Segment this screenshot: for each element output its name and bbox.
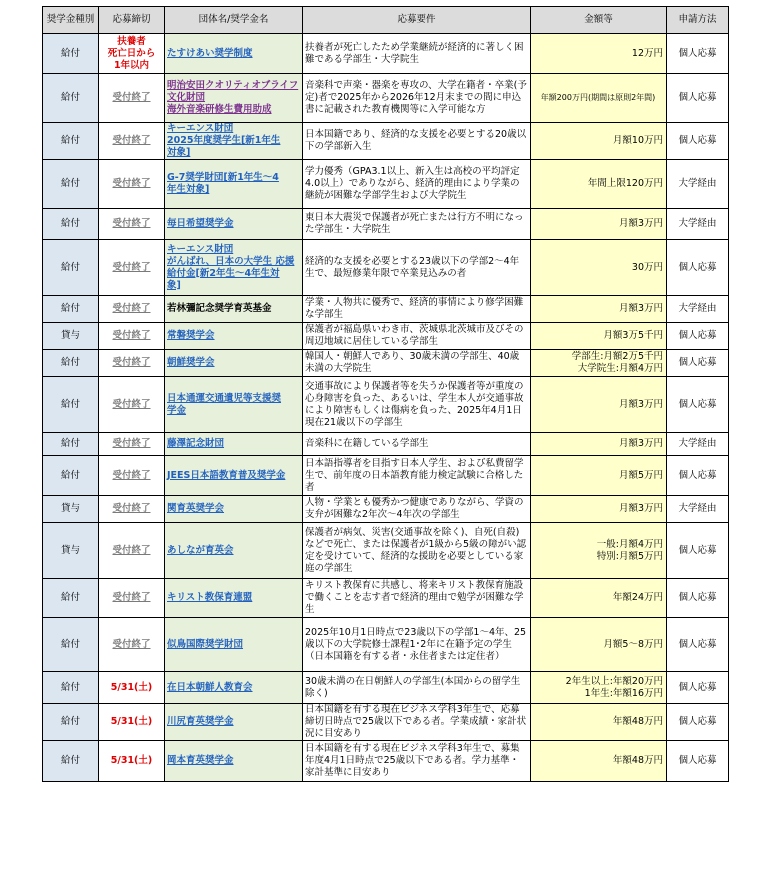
- scholarship-name-cell: [165, 741, 303, 782]
- scholarship-name-link[interactable]: たすけあい奨学制度: [167, 47, 253, 59]
- requirements: 日本国籍を有する現在ビジネス学科3年生で、応募締切日時点で25歳以下である者。学業成績・家計状況に目安あり: [303, 704, 531, 741]
- scholarship-name-cell: [165, 672, 303, 704]
- scholarship-name-link[interactable]: 川尻育英奨学金: [167, 716, 234, 727]
- application-method: 個人応募: [667, 672, 729, 704]
- scholarship-type: 給付: [43, 618, 99, 672]
- scholarship-name-link[interactable]: あしなが育英会: [167, 544, 234, 556]
- amount: 月額3万円: [531, 209, 667, 240]
- requirements: キリスト教保育に共感し、将来キリスト教保育施設で働くことを志す者で経済的理由で勉学が困難な学生: [303, 579, 531, 618]
- amount: 2年生以上:年額20万円 1年生:年額16万円: [531, 672, 667, 704]
- scholarship-name-link[interactable]: キーエンス財団 2025年度奨学生[新1年生 対象]: [167, 123, 281, 158]
- amount: 年額48万円: [531, 704, 667, 741]
- deadline-closed-link[interactable]: 受付終了: [99, 579, 165, 618]
- scholarship-type: 給付: [43, 160, 99, 209]
- requirements: 学力優秀（GPA3.1以上、新入生は高校の平均評定4.0以上）でありながら、経済的理由により学業の継続が困難な学部学生および大学院生: [303, 160, 531, 209]
- amount: 12万円: [531, 34, 667, 74]
- scholarship-name-cell: [165, 350, 303, 377]
- requirements: 保護者が福島県いわき市、茨城県北茨城市及びその周辺地域に居住している学部生: [303, 323, 531, 350]
- scholarship-name-cell: [165, 433, 303, 456]
- deadline-closed-link[interactable]: 受付終了: [99, 209, 165, 240]
- amount: 月額3万5千円: [531, 323, 667, 350]
- table-row: [43, 74, 729, 123]
- scholarship-type: 給付: [43, 456, 99, 496]
- scholarship-name-link: 若林彌記念奨学育英基金: [167, 303, 272, 314]
- scholarship-type: 給付: [43, 433, 99, 456]
- table-row: [43, 377, 729, 433]
- scholarship-type: 給付: [43, 704, 99, 741]
- application-method: 大学経由: [667, 160, 729, 209]
- table-row: [43, 323, 729, 350]
- deadline-closed-link[interactable]: 受付終了: [99, 323, 165, 350]
- deadline-date: 5/31(土): [99, 741, 165, 782]
- scholarship-name-cell: [165, 240, 303, 296]
- application-method: 個人応募: [667, 523, 729, 579]
- amount: 月額3万円: [531, 496, 667, 523]
- deadline-closed-link[interactable]: 受付終了: [99, 377, 165, 433]
- requirements: 人物・学業とも優秀かつ健康でありながら、学資の支弁が困難な2年次～4年次の学部生: [303, 496, 531, 523]
- deadline-closed-link[interactable]: 受付終了: [99, 456, 165, 496]
- amount: 年額24万円: [531, 579, 667, 618]
- header-method: 申請方法: [667, 7, 729, 34]
- deadline-closed-link[interactable]: 受付終了: [99, 496, 165, 523]
- amount: 年間上限120万円: [531, 160, 667, 209]
- amount: 月額10万円: [531, 123, 667, 160]
- scholarship-name-link[interactable]: 朝鮮奨学会: [167, 357, 215, 368]
- amount: 一般:月額4万円 特別:月額5万円: [531, 523, 667, 579]
- scholarship-name-link[interactable]: 関育英奨学会: [167, 503, 225, 514]
- application-method: 個人応募: [667, 350, 729, 377]
- scholarship-name-link[interactable]: 似鳥国際奨学財団: [167, 638, 244, 650]
- deadline-closed-link[interactable]: 受付終了: [99, 618, 165, 672]
- requirements: 日本語指導者を目指す日本人学生、および私費留学生で、前年度の日本語教育能力検定試験に合格した者: [303, 456, 531, 496]
- table-row: [43, 209, 729, 240]
- scholarship-table: [42, 6, 729, 782]
- header-type: 奨学金種別: [43, 7, 99, 34]
- scholarship-type: 貸与: [43, 496, 99, 523]
- requirements: 交通事故により保護者等を失うか保護者等が重度の心身障害を負った、あるいは、学生本人が交通事故により障害もしくは傷病を負った、2025年4月1日現在21歳以下の学部生: [303, 377, 531, 433]
- requirements: 音楽科に在籍している学部生: [303, 433, 531, 456]
- requirements: 日本国籍であり、経済的な支援を必要とする20歳以下の学部新入生: [303, 123, 531, 160]
- deadline-closed-link[interactable]: 受付終了: [99, 523, 165, 579]
- deadline-date: 5/31(土): [99, 672, 165, 704]
- application-method: 個人応募: [667, 74, 729, 123]
- requirements: 日本国籍を有する現在ビジネス学科3年生で、募集年度4月1日時点で25歳以下である者。学力基準・家計基準に目安あり: [303, 741, 531, 782]
- table-header-row: [43, 7, 729, 34]
- table-row: [43, 704, 729, 741]
- scholarship-type: 給付: [43, 123, 99, 160]
- header-name: 団体名/奨学金名: [165, 7, 303, 34]
- scholarship-name-cell: [165, 377, 303, 433]
- scholarship-name-link[interactable]: 日本通運交通遺児等支援奨 学金: [167, 392, 282, 416]
- scholarship-name-link[interactable]: 明治安田クオリティオブライフ 文化財団 海外音楽研修生費用助成: [167, 80, 299, 115]
- scholarship-type: 給付: [43, 209, 99, 240]
- amount: 学部生:月額2万5千円 大学院生:月額4万円: [531, 350, 667, 377]
- scholarship-type: 貸与: [43, 523, 99, 579]
- scholarship-type: 給付: [43, 296, 99, 323]
- application-method: 個人応募: [667, 741, 729, 782]
- scholarship-type: 貸与: [43, 323, 99, 350]
- scholarship-name-link[interactable]: JEES日本語教育普及奨学金: [167, 469, 286, 481]
- deadline-closed-link[interactable]: 受付終了: [99, 74, 165, 123]
- requirements: 韓国人・朝鮮人であり、30歳未満の学部生、40歳未満の大学院生: [303, 350, 531, 377]
- application-method: 個人応募: [667, 579, 729, 618]
- amount: 月額3万円: [531, 433, 667, 456]
- deadline-closed-link[interactable]: 受付終了: [99, 160, 165, 209]
- requirements: 30歳未満の在日朝鮮人の学部生(本国からの留学生除く): [303, 672, 531, 704]
- scholarship-name-cell: [165, 456, 303, 496]
- amount: 年額48万円: [531, 741, 667, 782]
- deadline-closed-link[interactable]: 受付終了: [99, 240, 165, 296]
- deadline-closed-link[interactable]: 受付終了: [99, 123, 165, 160]
- scholarship-type: 給付: [43, 34, 99, 74]
- requirements: 学業・人物共に優秀で、経済的事情により修学困難な学部生: [303, 296, 531, 323]
- scholarship-name-link[interactable]: 藤澤記念財団: [167, 438, 225, 449]
- application-method: 個人応募: [667, 704, 729, 741]
- deadline-closed-link[interactable]: 受付終了: [99, 350, 165, 377]
- scholarship-name-link[interactable]: G-7奨学財団[新1年生～4 年生対象]: [167, 172, 279, 195]
- scholarship-name-cell: [165, 160, 303, 209]
- scholarship-name-cell: [165, 74, 303, 123]
- deadline-closed-link[interactable]: 受付終了: [99, 296, 165, 323]
- scholarship-name-link[interactable]: キリスト教保育連盟: [167, 592, 253, 603]
- header-requirements: 応募要件: [303, 7, 531, 34]
- scholarship-type: 給付: [43, 579, 99, 618]
- amount: 月額5万円: [531, 456, 667, 496]
- table-row: [43, 618, 729, 672]
- application-method: 大学経由: [667, 433, 729, 456]
- requirements: 経済的な支援を必要とする23歳以下の学部2～4年生で、最短修業年限で卒業見込みの者: [303, 240, 531, 296]
- scholarship-name-cell: [165, 496, 303, 523]
- application-method: 個人応募: [667, 618, 729, 672]
- scholarship-name-link[interactable]: 在日本朝鮮人教育会: [167, 681, 253, 693]
- scholarship-name-link[interactable]: 岡本育英奨学金: [167, 755, 234, 766]
- requirements: 保護者が病気、災害(交通事故を除く)、自死(自殺)などで死亡、または保護者が1級から5級の障がい認定を受けていて、経済的な援助を必要としている家庭の学部生: [303, 523, 531, 579]
- requirements: 音楽科で声楽・器楽を専攻の、大学在籍者・卒業(予定)者で2025年から2026年12月末までの間に申込書に記載された教育機関等に入学可能な方: [303, 74, 531, 123]
- amount: 月額5～8万円: [531, 618, 667, 672]
- scholarship-name-link[interactable]: キーエンス財団 がんばれ、日本の大学生 応援 給付金[新2年生～4年生対 象]: [167, 243, 295, 291]
- scholarship-name-link[interactable]: 毎日希望奨学金: [167, 218, 234, 229]
- scholarship-name-link[interactable]: 常磐奨学会: [167, 330, 215, 341]
- scholarship-type: 給付: [43, 741, 99, 782]
- amount: 月額3万円: [531, 377, 667, 433]
- amount: 30万円: [531, 240, 667, 296]
- scholarship-type: 給付: [43, 672, 99, 704]
- application-method: 大学経由: [667, 496, 729, 523]
- scholarship-name-cell: [165, 323, 303, 350]
- application-method: 個人応募: [667, 456, 729, 496]
- application-method: 大学経由: [667, 296, 729, 323]
- scholarship-name-cell: [165, 209, 303, 240]
- scholarship-name-cell: [165, 296, 303, 323]
- requirements: 扶養者が死亡したため学業継続が経済的に著しく困難である学部生・大学院生: [303, 34, 531, 74]
- scholarship-type: 給付: [43, 240, 99, 296]
- application-method: 個人応募: [667, 240, 729, 296]
- table-row: [43, 160, 729, 209]
- table-row: [43, 240, 729, 296]
- scholarship-name-cell: [165, 618, 303, 672]
- application-method: 個人応募: [667, 323, 729, 350]
- table-row: [43, 296, 729, 323]
- application-method: 個人応募: [667, 34, 729, 74]
- scholarship-type: 給付: [43, 350, 99, 377]
- table-row: [43, 579, 729, 618]
- amount: 月額3万円: [531, 296, 667, 323]
- scholarship-name-cell: [165, 704, 303, 741]
- table-row: [43, 672, 729, 704]
- table-row: [43, 123, 729, 160]
- table-row: [43, 496, 729, 523]
- application-method: 大学経由: [667, 209, 729, 240]
- table-row: [43, 350, 729, 377]
- scholarship-name-cell: [165, 579, 303, 618]
- scholarship-name-cell: [165, 123, 303, 160]
- scholarship-table-container: [42, 6, 729, 782]
- table-row: [43, 34, 729, 74]
- application-method: 個人応募: [667, 123, 729, 160]
- deadline-closed-link[interactable]: 受付終了: [99, 433, 165, 456]
- table-row: [43, 741, 729, 782]
- table-row: [43, 523, 729, 579]
- scholarship-type: 給付: [43, 74, 99, 123]
- deadline-date: 5/31(土): [99, 704, 165, 741]
- table-row: [43, 433, 729, 456]
- requirements: 2025年10月1日時点で23歳以下の学部1～4年、25歳以下の大学院修士課程1･2年に在籍予定の学生（日本国籍を有する者・永住者または定住者）: [303, 618, 531, 672]
- scholarship-type: 給付: [43, 377, 99, 433]
- header-deadline: 応募締切: [99, 7, 165, 34]
- deadline-date: 扶養者 死亡日から 1年以内: [99, 34, 165, 74]
- application-method: 個人応募: [667, 377, 729, 433]
- header-amount: 金額等: [531, 7, 667, 34]
- requirements: 東日本大震災で保護者が死亡または行方不明になった学部生・大学院生: [303, 209, 531, 240]
- amount: 年額200万円(期間は原則2年間): [531, 74, 667, 123]
- scholarship-name-cell: [165, 523, 303, 579]
- scholarship-name-cell: [165, 34, 303, 74]
- table-row: [43, 456, 729, 496]
